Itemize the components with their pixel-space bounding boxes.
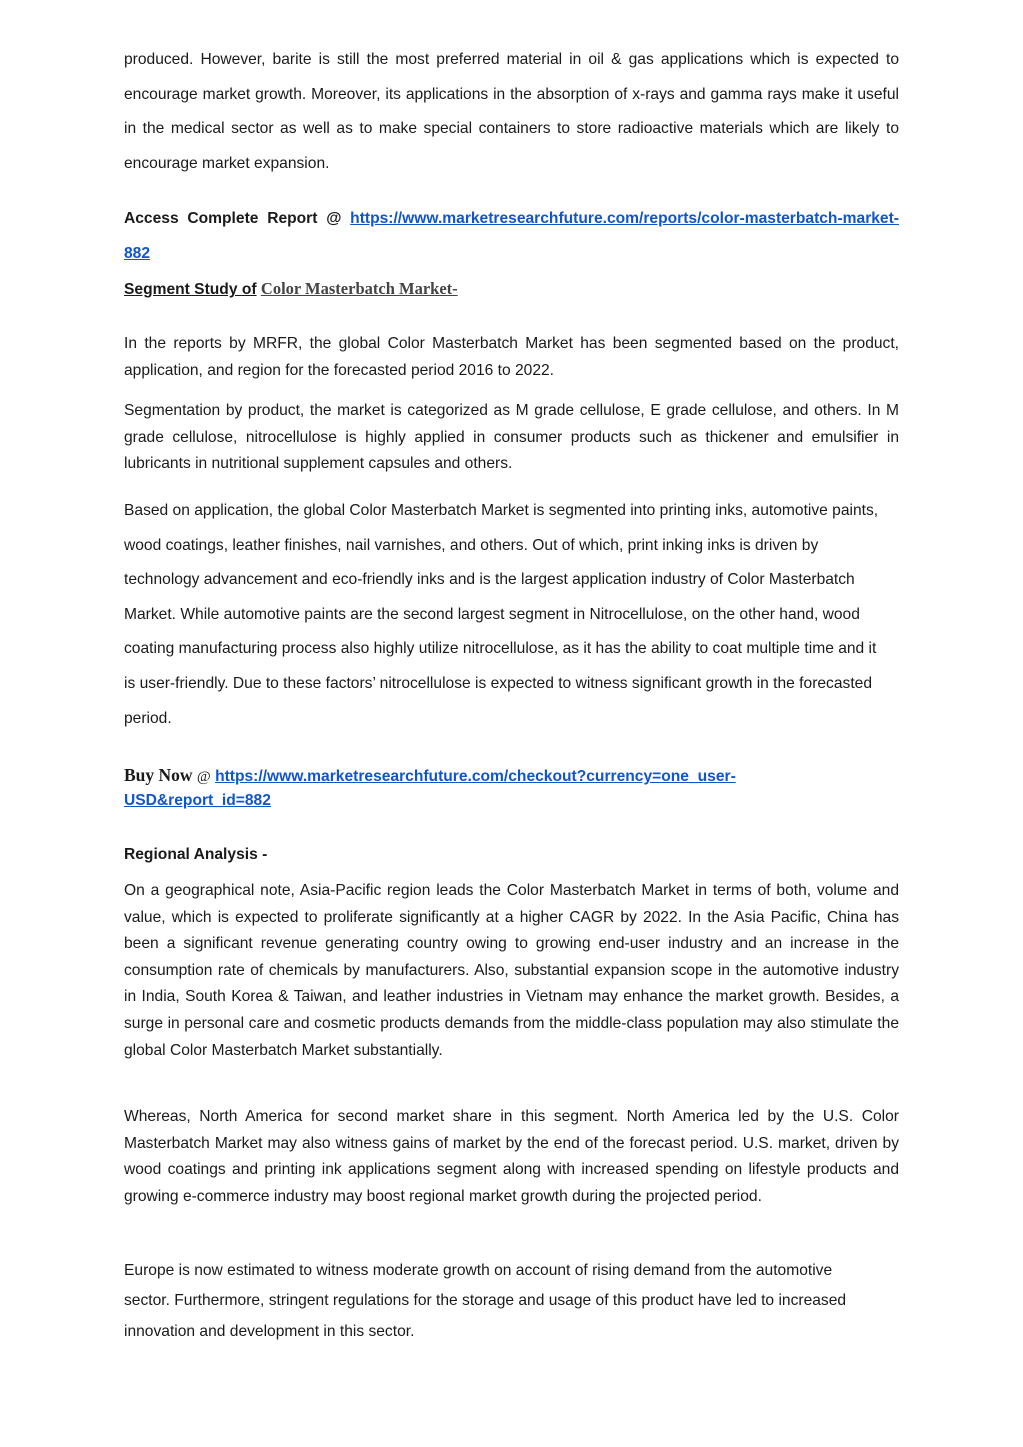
north-america-paragraph: Whereas, North America for second market share in this segment. North America led by the U.S. Color Masterbatch Market may also witness gains of market by the end of the forecast period. U.S. market, driven by wood coatings and printing ink applications segment along with increased spending on lifestyle products and growing e-commerce industry may boost regional market growth during the projected period. [124, 1108, 899, 1205]
buy-now-line [124, 763, 899, 813]
buy-now-label: Buy Now [124, 765, 193, 785]
access-report-link[interactable]: https://www.marketresearchfuture.com/reports/color-masterbatch-market-882 [124, 210, 899, 262]
segment-heading-title: Color Masterbatch Market- [260, 279, 458, 298]
regional-heading: Regional Analysis - [124, 846, 268, 863]
buy-now-at: @ [196, 769, 211, 785]
intro-paragraph: produced. However, barite is still the most preferred material in oil & gas applications which is expected to encourage market growth. Moreover, its applications in the absorption of x-rays and gamma rays make it useful in the medical sector as well as to make special containers to store radioactive materials which are likely to encourage market expansion. [124, 51, 899, 172]
europe-paragraph: Europe is now estimated to witness moderate growth on account of rising demand from the automotive sector. Furthermore, stringent regulations for the storage and usage of this product have led to increased innovation and development in this sector. [124, 1262, 847, 1340]
segmented-paragraph: In the reports by MRFR, the global Color Masterbatch Market has been segmented based on the product, application, and region for the forecasted period 2016 to 2022. [124, 335, 899, 379]
by-application-paragraph: Based on application, the global Color Masterbatch Market is segmented into printing inks, automotive paints, wood coatings, leather finishes, nail varnishes, and others. Out of which, print inking inks is driven by technology advancement and eco-friendly inks and is the largest application industry of Color Masterbatch Market. While automotive paints are the second largest segment in Nitrocellulose, on the other hand, wood coating manufacturing process also highly utilize nitrocellulose, as it has the ability to coat multiple time and it is user-friendly. Due to these factors’ nitrocellulose is expected to witness significant growth in the forecasted period. [124, 502, 879, 727]
segment-heading-prefix: Segment Study of [124, 281, 257, 298]
asia-pacific-paragraph: On a geographical note, Asia-Pacific region leads the Color Masterbatch Market in terms of both, volume and value, which is expected to proliferate significantly at a higher CAGR by 2022. In the Asia Pacific, China has been a significant revenue generating country owing to growing end-user industry and an increase in the consumption rate of chemicals by manufacturers. Also, substantial expansion scope in the automotive industry in India, South Korea & Taiwan, and leather industries in Vietnam may enhance the market growth. Besides, a surge in personal care and cosmetic products demands from the middle-class population may also stimulate the global Color Masterbatch Market substantially. [124, 882, 899, 1059]
buy-now-link-line2: USD&report_id=882 [124, 792, 271, 809]
buy-now-link-line1: https://www.marketresearchfuture.com/checkout?currency=one_user- [215, 768, 736, 785]
access-report-line [124, 202, 899, 271]
by-product-paragraph: Segmentation by product, the market is categorized as M grade cellulose, E grade cellulose, and others. In M grade cellulose, nitrocellulose is highly applied in consumer products such as thickener and emulsifier in lubricants in nutritional supplement capsules and others. [124, 402, 899, 473]
segment-heading [124, 278, 899, 301]
buy-now-link[interactable] [124, 768, 736, 809]
access-label: Access Complete Report @ [124, 210, 342, 227]
